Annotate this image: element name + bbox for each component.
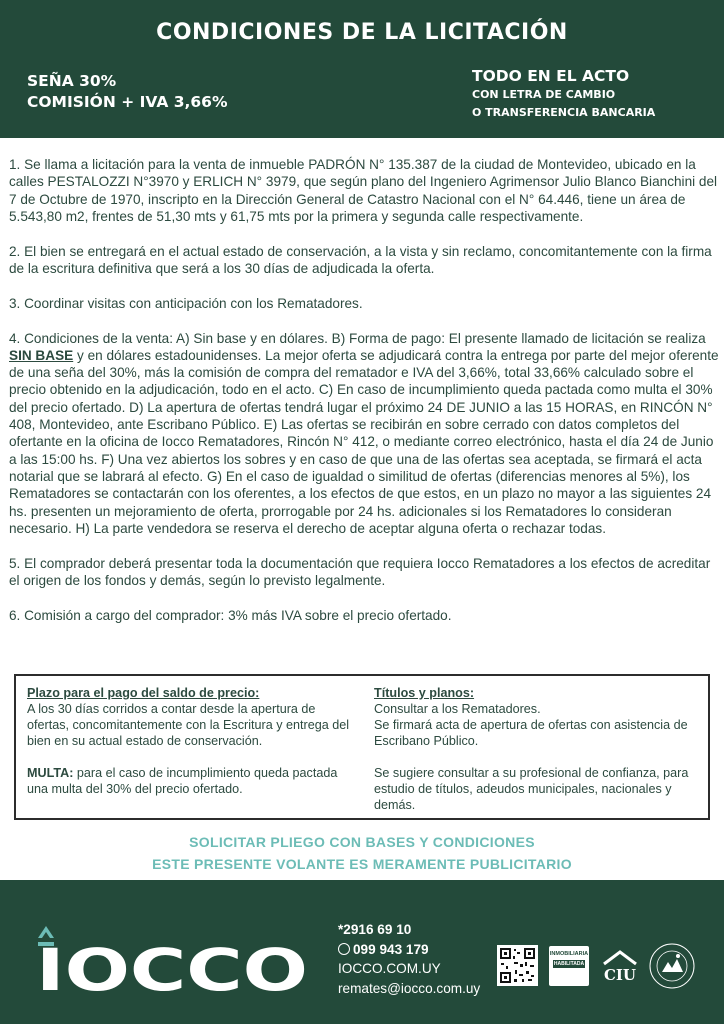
whatsapp-row[interactable]: [338, 940, 480, 960]
ciu-logo: [600, 946, 640, 986]
camara-inmobiliaria-seal: [648, 942, 696, 990]
badge-line-2: HABILITADA: [553, 961, 585, 967]
multa-description: para el caso de incumplimiento queda pactada una multa del 30% del precio ofertado.: [27, 766, 338, 796]
clause-4-intro: 4. Condiciones de la venta: A) Sin base y en dólares. B) Forma de pago: El presente llamado de licitación se realiza: [9, 330, 706, 346]
whatsapp-number: 099 943 179: [353, 941, 429, 957]
letra-de-cambio-text: CON LETRA DE CAMBIO: [472, 88, 616, 101]
titles-column: [374, 685, 704, 813]
clause-2: 2. El bien se entregará en el actual estado de conservación, a la vista y sin reclamo, concomitantemente con la firma de la escritura definitiva que será a los 30 días de adjudicada la oferta.: [9, 243, 712, 276]
website-link[interactable]: IOCCO.COM.UY: [338, 961, 441, 976]
titles-text-3: Se sugiere consultar a su profesional de confianza, para estudio de títulos, adeudos municipales, nacionales y demás.: [374, 766, 689, 812]
disclaimer-text: ESTE PRESENTE VOLANTE ES MERAMENTE PUBLICITARIO: [152, 856, 572, 872]
payment-deadline-text: A los 30 días corridos a contar desde la apertura de ofertas, concomitantemente con la Escritura y entrega del bien en su actual estado de conservación.: [27, 702, 350, 748]
footer: [0, 880, 724, 1024]
clause-3: 3. Coordinar visitas con anticipación con los Rematadores.: [9, 295, 363, 311]
conditions-list: [9, 156, 721, 642]
badge-line-1: INMOBILIARIA: [549, 951, 589, 957]
phone-number[interactable]: *2916 69 10: [338, 922, 412, 937]
page-title: CONDICIONES DE LA LICITACIÓN: [156, 20, 568, 45]
qr-code: [497, 945, 538, 986]
clause-6: 6. Comisión a cargo del comprador: 3% más IVA sobre el precio ofertado.: [9, 607, 452, 623]
sena-text: SEÑA 30%: [27, 72, 117, 90]
clause-1: 1. Se llama a licitación para la venta de inmueble PADRÓN N° 135.387 de la ciudad de Montevideo, ubicado en la calles PESTALOZZI N°3970 y ERLICH N° 3979, que según plano del Ingeniero Agrimensor Julio Blanco Bianchini del 7 de Octubre de 1970, inscripto en la Dirección General de Catastro Nacional con el N° 64.446, tiene un área de 5.543,80 m2, frentes de 51,30 mts y 61,75 mts por la primera y segunda calle respectivamente.: [9, 157, 718, 224]
transferencia-text: O TRANSFERENCIA BANCARIA: [472, 106, 656, 119]
titles-text-1: Consultar a los Rematadores.: [374, 702, 541, 716]
multa-label: MULTA:: [27, 766, 74, 780]
whatsapp-icon: [338, 943, 350, 955]
comision-text: COMISIÓN + IVA 3,66%: [27, 93, 228, 111]
logo-text: IOCCO: [36, 936, 308, 992]
sin-base-emphasis: SIN BASE: [9, 347, 74, 363]
clause-5: 5. El comprador deberá presentar toda la documentación que requiera Iocco Rematadores a los efectos de acreditar el origen de los fondos y demás, según lo previsto legalmente.: [9, 555, 711, 588]
payment-terms: [27, 71, 227, 113]
titles-text-2: Se firmará acta de apertura de ofertas con asistencia de Escribano Público.: [374, 718, 688, 748]
email-link[interactable]: remates@iocco.com.uy: [338, 980, 481, 996]
todo-en-el-acto-text: TODO EN EL ACTO: [472, 67, 630, 85]
request-conditions-cta: SOLICITAR PLIEGO CON BASES Y CONDICIONES: [189, 834, 535, 850]
header-banner: [0, 0, 724, 138]
ciu-text: CIU: [603, 966, 637, 984]
payment-deadline-column: [27, 685, 357, 797]
multa-text: [27, 765, 357, 797]
titles-heading: Títulos y planos:: [374, 686, 475, 700]
iocco-logo: [36, 920, 308, 992]
payment-method: [472, 66, 655, 122]
info-box: [14, 674, 710, 820]
inmobiliaria-habilitada-badge: [549, 946, 589, 986]
payment-deadline-heading: Plazo para el pago del saldo de precio:: [27, 686, 260, 700]
clause-4: [9, 330, 721, 538]
contact-info: [338, 920, 480, 998]
clause-4-body: y en dólares estadounidenses. La mejor oferta se adjudicará contra la entrega por parte del mejor oferente de una seña del 30%, más la comisión de compra del rematador e IVA del 3,66%, total 33,66% calculado sobre el precio obtenido en la adjudicación, todo en el acto. C) En caso de incumplimiento queda pactada como multa el 30% del precio ofertado. D) La apertura de ofertas tendrá lugar el próximo 24 DE JUNIO a las 15 HORAS, en RINCÓN N° 408, Montevideo, ante Escribano Público. E) Las ofertas se recibirán en sobre cerrado con datos completos del ofertante en la oficina de Iocco Rematadores, Rincón N° 412, o mediante correo electrónico, hasta el día 24 de Junio a las 15:00 hs. F) Una vez abiertos los sobres y en caso de que una de las ofertas sea aceptada, se firmará el acta notarial que se labrará al efecto. G) En el caso de igualdad o similitud de ofertas (diferencias menores al 5%), los Rematadores se contactarán con los oferentes, a los efectos de que estos, en un plazo no mayor a las siguientes 24 hs. presenten un mejoramiento de oferta, prorrogable por 24 hs. adicionales si los Rematadores lo consideran necesario. H) La parte vendedora se reserva el derecho de aceptar alguna oferta o rechazar todas.: [9, 347, 719, 536]
